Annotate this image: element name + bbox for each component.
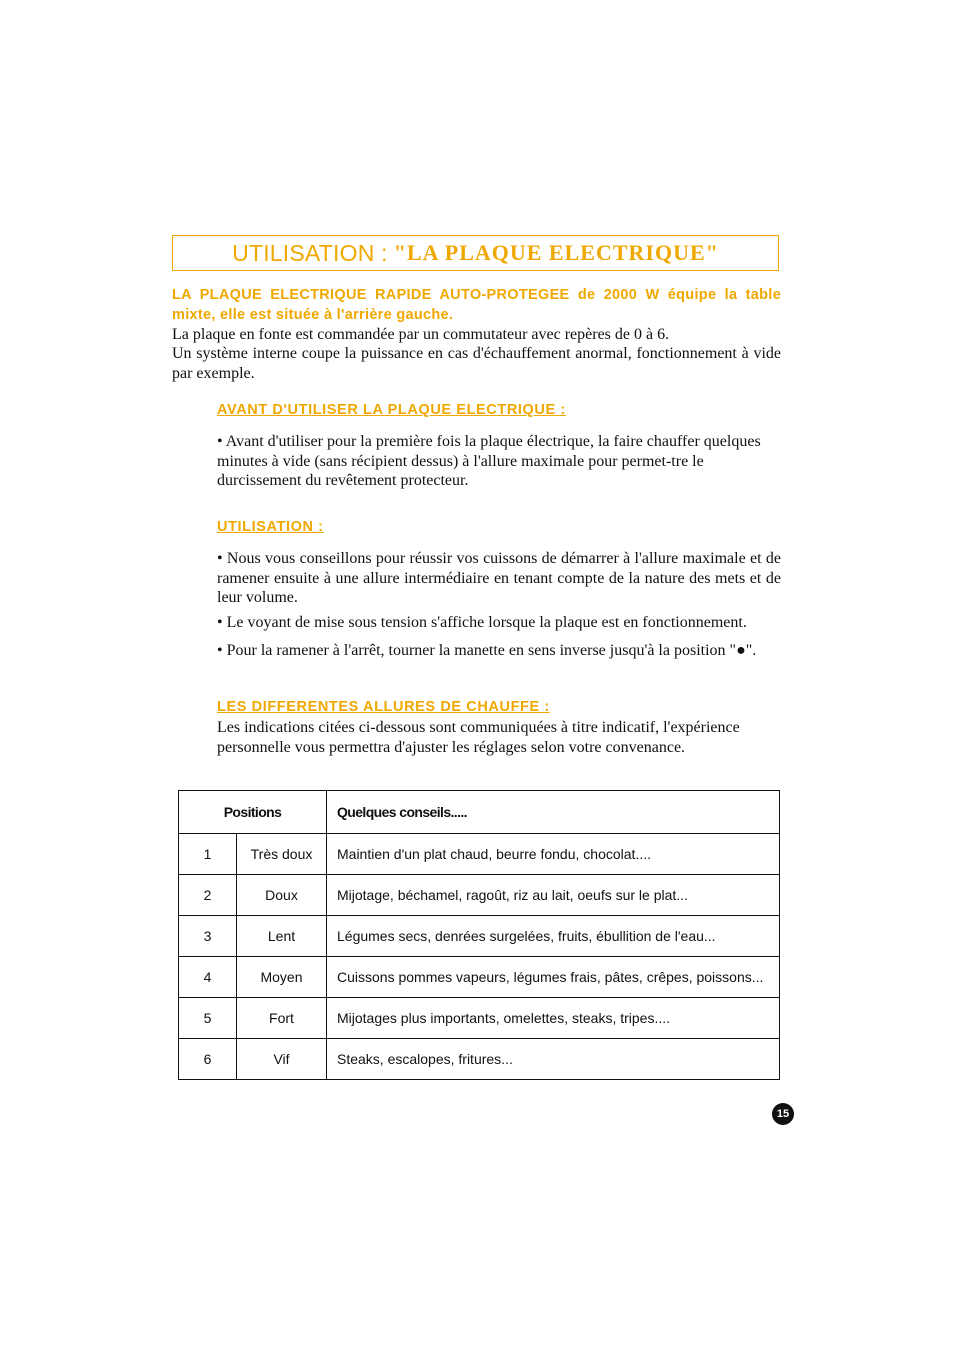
position-name: Doux	[237, 875, 327, 916]
position-number: 5	[179, 998, 237, 1039]
page-number: 15	[772, 1103, 794, 1125]
position-name: Très doux	[237, 834, 327, 875]
position-number: 6	[179, 1039, 237, 1080]
position-number: 2	[179, 875, 237, 916]
position-name: Fort	[237, 998, 327, 1039]
position-tip: Maintien d'un plat chaud, beurre fondu, chocolat....	[327, 834, 780, 875]
position-number: 3	[179, 916, 237, 957]
section-heading-avant: AVANT D'UTILISER LA PLAQUE ELECTRIQUE :	[217, 402, 566, 418]
heating-levels-table	[178, 790, 780, 1080]
table-row	[179, 916, 780, 957]
position-tip: Cuissons pommes vapeurs, légumes frais, pâtes, crêpes, poissons...	[327, 957, 780, 998]
section-text-allures: Les indications citées ci-dessous sont communiquées à titre indicatif, l'expérience personnelle vous permettra d'ajuster les réglages selon votre convenance.	[217, 719, 740, 756]
table-row	[179, 998, 780, 1039]
utilisation-bullet-1: • Nous vous conseillons pour réussir vos cuissons de démarrer à l'allure maximale et de ramener ensuite à une allure intermédiaire en tenant compte de la nature des mets et de leur volume.	[217, 550, 781, 606]
position-tip: Légumes secs, denrées surgelées, fruits, ébullition de l'eau...	[327, 916, 780, 957]
position-name: Moyen	[237, 957, 327, 998]
position-number: 4	[179, 957, 237, 998]
position-tip: Mijotage, béchamel, ragoût, riz au lait, oeufs sur le plat...	[327, 875, 780, 916]
header-positions: Positions	[179, 791, 327, 834]
position-tip: Steaks, escalopes, fritures...	[327, 1039, 780, 1080]
utilisation-bullet-3: • Pour la ramener à l'arrêt, tourner la manette en sens inverse jusqu'à la position "●".	[217, 642, 757, 659]
position-name: Vif	[237, 1039, 327, 1080]
position-name: Lent	[237, 916, 327, 957]
header-tips: Quelques conseils.....	[327, 791, 780, 834]
table-row	[179, 1039, 780, 1080]
intro-line-1: La plaque en fonte est commandée par un commutateur avec repères de 0 à 6.	[172, 326, 670, 343]
section-heading-utilisation: UTILISATION :	[217, 519, 324, 535]
page-title	[172, 235, 779, 271]
section-heading-allures: LES DIFFERENTES ALLURES DE CHAUFFE :	[217, 699, 550, 715]
table-row	[179, 957, 780, 998]
position-number: 1	[179, 834, 237, 875]
table-header-row	[179, 791, 780, 834]
intro-line-2: Un système interne coupe la puissance en cas d'échauffement anormal, fonctionnement à vide par exemple.	[172, 345, 781, 382]
table-row	[179, 875, 780, 916]
utilisation-bullet-2: • Le voyant de mise sous tension s'affiche lorsque la plaque est en fonctionnement.	[217, 614, 747, 631]
position-tip: Mijotages plus importants, omelettes, steaks, tripes....	[327, 998, 780, 1039]
table-row	[179, 834, 780, 875]
section-text-avant: • Avant d'utiliser pour la première fois la plaque électrique, la faire chauffer quelques minutes à vide (sans récipient dessus) à l'allure maximale pour permet-tre le durcissement du revêtement protecteur.	[217, 433, 761, 489]
title-prefix: UTILISATION :	[232, 239, 388, 266]
title-main: "LA PLAQUE ELECTRIQUE"	[393, 240, 719, 265]
intro-bold-text: LA PLAQUE ELECTRIQUE RAPIDE AUTO-PROTEGEE de 2000 W équipe la table mixte, elle est située à l'arrière gauche.	[172, 287, 781, 323]
